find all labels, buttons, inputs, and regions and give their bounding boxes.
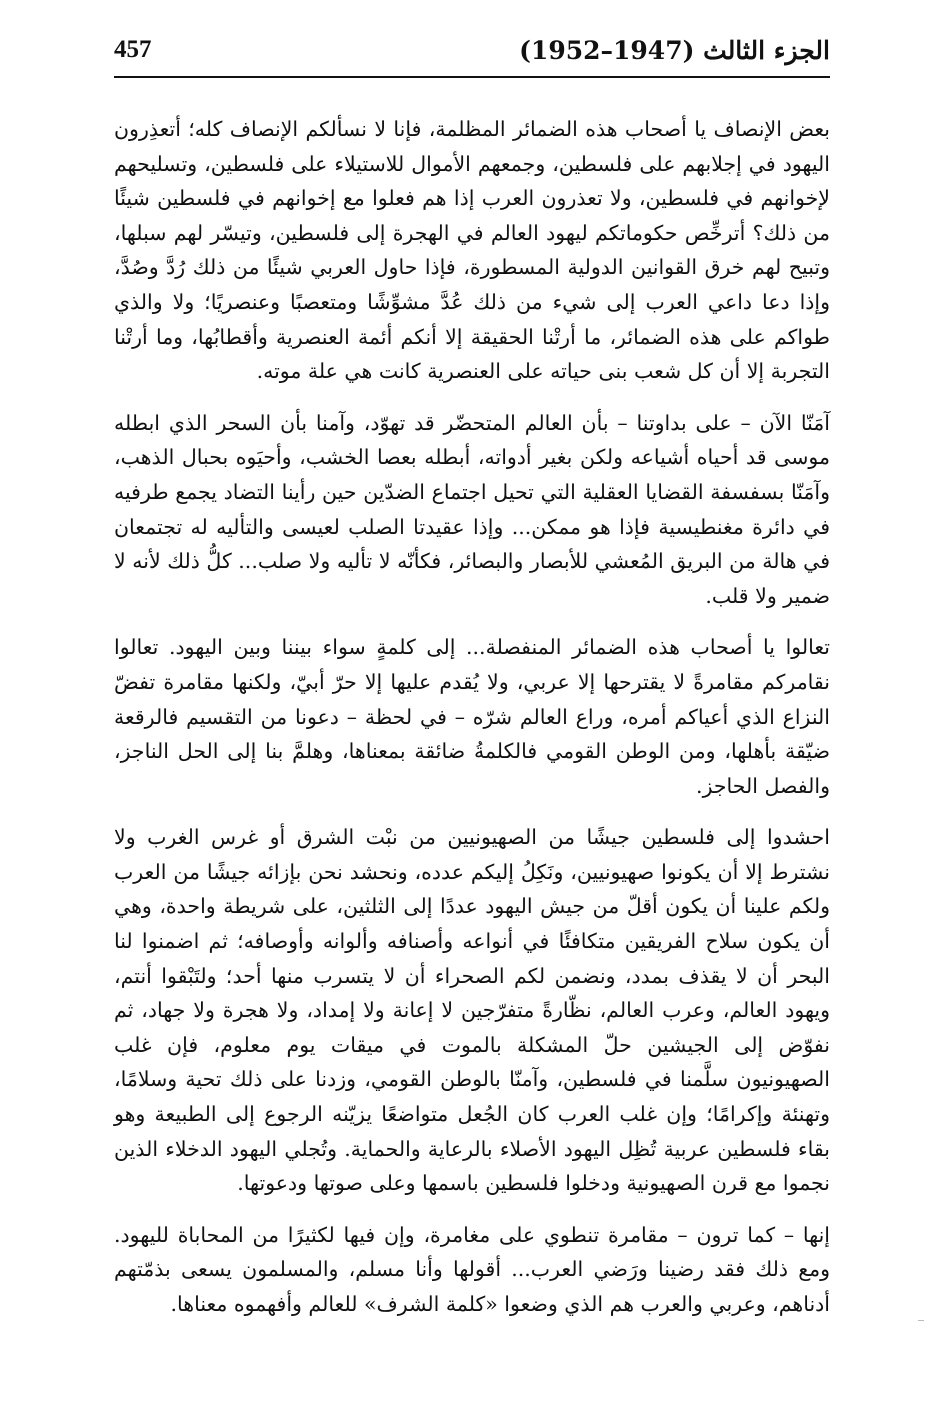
paragraph-2: آمَنّا الآن – على بداوتنا – بأن العالم المتحضّر قد تهوّد، وآمنا بأن السحر الذي ابطله موسى قد أحياه أشياعه ولكن بغير أدواته، أبطله بعصا الخشب، وأحيَوه بحبال الذهب، وآمَنّا بسفسفة القضايا العقلية التي تحيل اجتماع الضدّين حين رأينا التضاد يجمع طرفيه في دائرة مغنطيسية فإذا هو ممكن... وإذا عقيدتا الصلب لعيسى والتأليه له تجتمعان في هالة من البريق المُعشي للأبصار والبصائر، فكأنّه لا تأليه ولا صلب... كلُّ ذلك لأنه لا ضمير ولا قلب.	[114, 410, 830, 608]
paragraph-gap	[114, 803, 830, 820]
paragraph-4: احشدوا إلى فلسطين جيشًا من الصهيونيين من نبْت الشرق أو غرس الغرب ولا نشترط إلا أن يكونوا صهيونيين، ونَكِلُ إليكم عدده، ونحشد نحن بإزائه جيشًا من العرب ولكم علينا أن يكون أقلّ من جيش اليهود عددًا إلى الثلثين، على شريطة واحدة، وهي أن يكون سلاح الفريقين متكافئًا في أنواعه وأصنافه وألوانه وأوصافه؛ ثم اضمنوا لنا البحر أن لا يقذف بمدد، ونضمن لكم الصحراء أن لا يتسرب منها أحد؛ ولتَبْقوا أنتم، ويهود العالم، وعرب العالم، نظّارةً متفرّجين لا إعانة ولا إمداد، ولا هجرة ولا جهاد، ثم نفوّض إلى الجيشين حلّ المشكلة بالموت في ميقات يوم معلوم، فإن غلب الصهيونيون سلَّمنا في فلسطين، وآمنّا بالوطن القومي، وزدنا على ذلك تحية وسلامًا، وتهنئة وإكرامًا؛ وإن غلب العرب كان الجُعل متواضعًا يزيّنه الرجوع إلى الطبيعة وهو بقاء فلسطين عربية تُظِل اليهود الأصلاء بالرعاية والحماية. وتُجلي اليهود الدخلاء الذين نجموا مع قرن الصهيونية ودخلوا فلسطين باسمها وعلى صوتها ودعوتها.	[114, 825, 830, 1196]
paragraph-3: تعالوا يا أصحاب هذه الضمائر المنفصلة... إلى كلمةٍ سواء بيننا وبين اليهود. تعالوا نقامركم مقامرةً لا يقترحها إلا عربي، ولا يُقدم عليها إلا حرّ أبيّ، ولكنها مقامرة تفضّ النزاع الذي أعياكم أمره، وراع العالم شرّه – في لحظة – دعونا من التقسيم فالرقعة ضيّقة بأهلها، ومن الوطن القومي فالكلمةُ ضائقة بمعناها، وهلمَّ بنا إلى الحل الناجز، والفصل الحاجز.	[114, 635, 830, 798]
page-header	[114, 28, 830, 74]
paragraph-5: إنها – كما ترون – مقامرة تنطوي على مغامرة، وإن فيها لكثيرًا من المحاباة لليهود. ومع ذلك فقد رضينا ورَضي العرب... أقولها وأنا مسلم، والمسلمون يسعى بذمّتهم أدناهم، وعربي والعرب هم الذي وضعوا «كلمة الشرف» للعالم وأفهموه معناها.	[114, 1222, 830, 1316]
paragraph-gap	[114, 389, 830, 406]
header-divider	[114, 76, 830, 78]
body-text	[114, 112, 830, 1322]
paragraph-gap	[114, 1201, 830, 1218]
paragraph-1: بعض الإنصاف يا أصحاب هذه الضمائر المظلمة، فإنا لا نسألكم الإنصاف كله؛ أتعذِرون اليهود في إجلابهم على فلسطين، وجمعهم الأموال للاستيلاء على فلسطين، وتسليحهم لإخوانهم في فلسطين، ولا تعذرون العرب إذا هم فعلوا مع إخوانهم في فلسطين شيئًا من ذلك؟ أترخِّص حكوماتكم ليهود العالم في الهجرة إلى فلسطين، وتيسّر لهم سبلها، وتبيح لهم خرق القوانين الدولية المسطورة، فإذا حاول العربي شيئًا من ذلك رُدَّ وصُدَّ، وإذا دعا داعي العرب إلى شيء من ذلك عُدَّ مشوِّشًا ومتعصبًا وعنصريًا؛ ولا والذي طواكم على هذه الضمائر، ما أرتْنا الحقيقة إلا أنكم أئمة العنصرية وأقطابُها، وما أرتْنا التجربة إلا أن كل شعب بنى حياته على العنصرية كانت هي علة موته.	[114, 117, 830, 384]
paragraph-gap	[114, 613, 830, 630]
page-number: 457	[114, 36, 152, 63]
margin-mark	[918, 1320, 924, 1325]
running-title: الجزء الثالث (1947–1952)	[519, 36, 830, 65]
